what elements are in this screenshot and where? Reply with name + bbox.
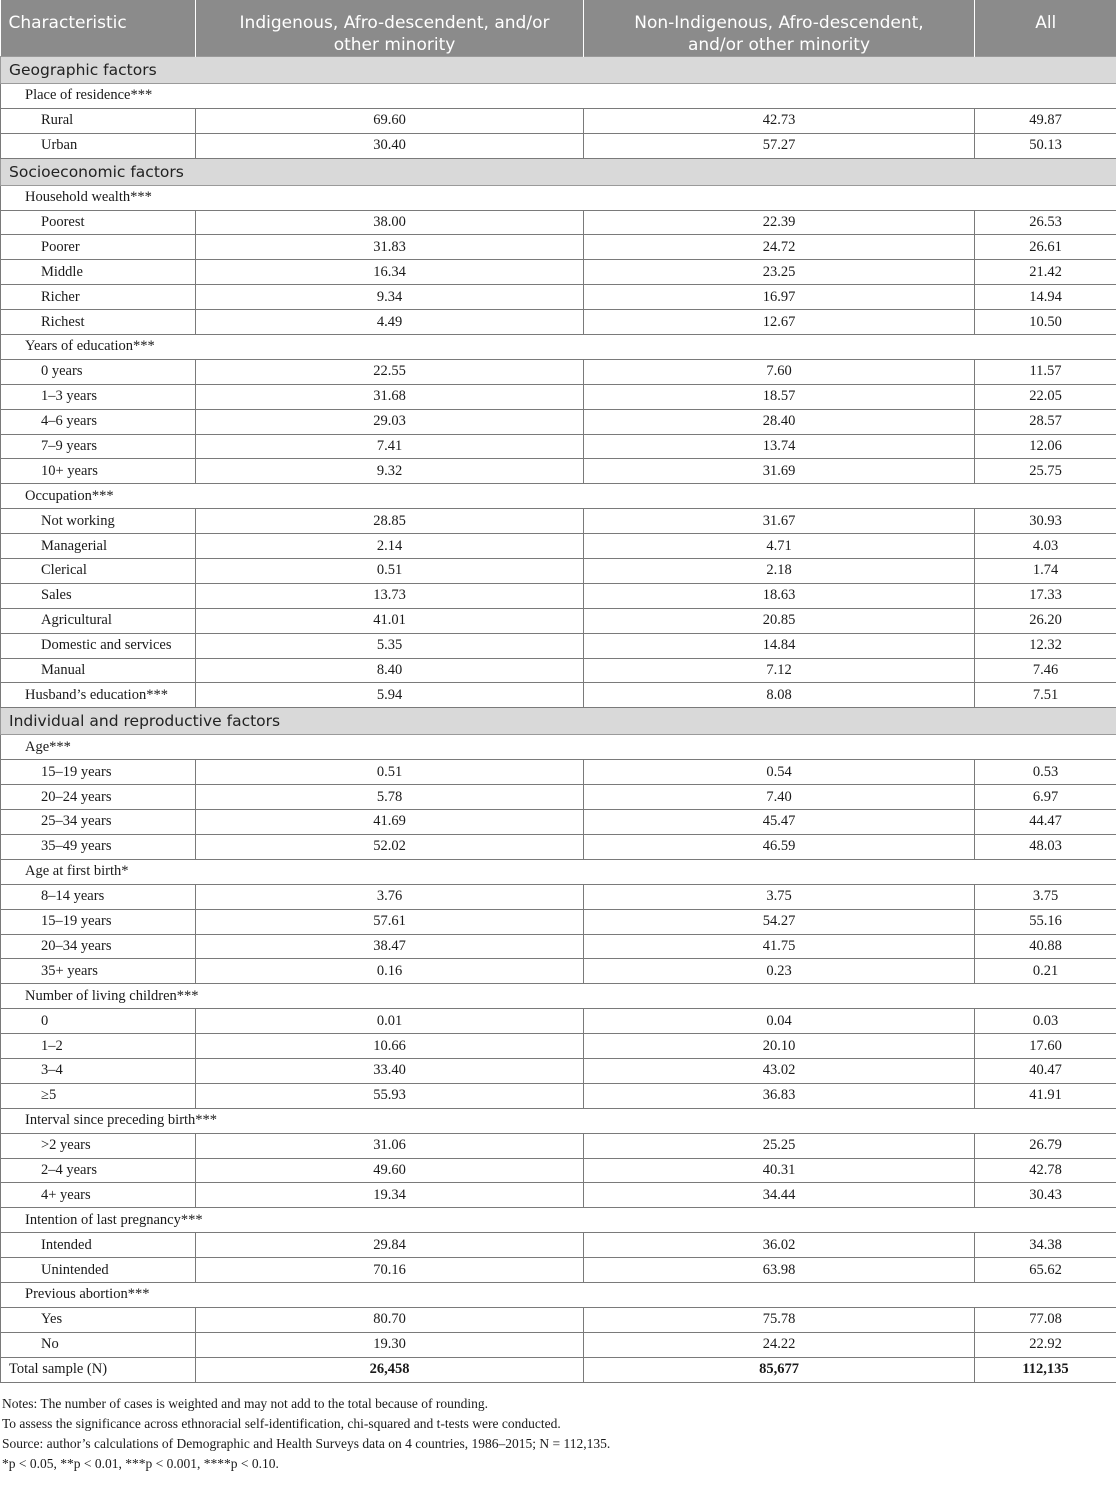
row-label: 15–19 years xyxy=(1,760,196,785)
cell-all: 30.43 xyxy=(975,1183,1116,1208)
table-row xyxy=(1,210,1116,235)
subgroup-header-row xyxy=(1,335,1116,360)
table-row xyxy=(1,108,1116,133)
row-label: 25–34 years xyxy=(1,810,196,835)
cell-group2: 25.25 xyxy=(584,1133,975,1158)
cell-group1: 5.94 xyxy=(196,683,584,708)
cell-group1: 31.68 xyxy=(196,384,584,409)
row-label: 1–3 years xyxy=(1,384,196,409)
table-row xyxy=(1,409,1116,434)
cell-all: 22.92 xyxy=(975,1332,1116,1357)
table-row xyxy=(1,608,1116,633)
cell-all: 26.20 xyxy=(975,608,1116,633)
cell-group1: 30.40 xyxy=(196,133,584,158)
cell-group2: 18.63 xyxy=(584,583,975,608)
cell-all: 17.60 xyxy=(975,1034,1116,1059)
subgroup-title: Place of residence*** xyxy=(1,84,1116,109)
subgroup-header-row xyxy=(1,984,1116,1009)
cell-group1: 10.66 xyxy=(196,1034,584,1059)
cell-group1: 3.76 xyxy=(196,884,584,909)
table-row xyxy=(1,1009,1116,1034)
cell-all: 7.51 xyxy=(975,683,1116,708)
table-row xyxy=(1,934,1116,959)
header-all: All xyxy=(975,0,1116,57)
table-row xyxy=(1,1083,1116,1108)
subgroup-title: Number of living children*** xyxy=(1,984,1116,1009)
cell-all: 25.75 xyxy=(975,459,1116,484)
cell-group2: 31.69 xyxy=(584,459,975,484)
note-line: *p < 0.05, **p < 0.01, ***p < 0.001, ****p < 0.10. xyxy=(2,1455,279,1471)
section-header-row xyxy=(1,158,1116,185)
cell-group2: 54.27 xyxy=(584,909,975,934)
table-row xyxy=(1,1332,1116,1357)
cell-group2: 0.23 xyxy=(584,959,975,984)
cell-group2: 75.78 xyxy=(584,1307,975,1332)
table-row xyxy=(1,285,1116,310)
cell-group2: 16.97 xyxy=(584,285,975,310)
cell-group2: 43.02 xyxy=(584,1058,975,1083)
cell-group1: 13.73 xyxy=(196,583,584,608)
cell-group1: 19.30 xyxy=(196,1332,584,1357)
cell-group1: 19.34 xyxy=(196,1183,584,1208)
cell-all: 1.74 xyxy=(975,559,1116,584)
cell-all: 0.21 xyxy=(975,959,1116,984)
cell-group1: 31.06 xyxy=(196,1133,584,1158)
cell-group1: 38.00 xyxy=(196,210,584,235)
cell-group1: 4.49 xyxy=(196,310,584,335)
cell-all: 11.57 xyxy=(975,359,1116,384)
subgroup-title: Age*** xyxy=(1,735,1116,760)
cell-group2: 24.72 xyxy=(584,235,975,260)
row-label: Agricultural xyxy=(1,608,196,633)
cell-group1: 49.60 xyxy=(196,1158,584,1183)
table-row xyxy=(1,359,1116,384)
note-line: Source: author’s calculations of Demographic and Health Surveys data on 4 countries, 1986–2015; N = 112,135. xyxy=(2,1435,611,1451)
cell-group2: 24.22 xyxy=(584,1332,975,1357)
table-row xyxy=(1,559,1116,584)
subgroup-header-row xyxy=(1,84,1116,109)
row-label: 20–24 years xyxy=(1,785,196,810)
cell-all: 14.94 xyxy=(975,285,1116,310)
header-group2: Non-Indigenous, Afro-descendent, and/or other minority xyxy=(584,0,975,57)
table-row xyxy=(1,909,1116,934)
row-label: Poorest xyxy=(1,210,196,235)
cell-group2: 20.85 xyxy=(584,608,975,633)
row-label: 35+ years xyxy=(1,959,196,984)
cell-all: 7.46 xyxy=(975,658,1116,683)
cell-group1: 22.55 xyxy=(196,359,584,384)
table-row xyxy=(1,633,1116,658)
cell-all: 42.78 xyxy=(975,1158,1116,1183)
cell-group2: 46.59 xyxy=(584,834,975,859)
cell-all: 0.53 xyxy=(975,760,1116,785)
cell-group1: 31.83 xyxy=(196,235,584,260)
subgroup-title: Intention of last pregnancy*** xyxy=(1,1208,1116,1233)
cell-group1: 26,458 xyxy=(196,1357,584,1382)
cell-all: 28.57 xyxy=(975,409,1116,434)
row-label: 7–9 years xyxy=(1,434,196,459)
table-row xyxy=(1,235,1116,260)
section-title: Socioeconomic factors xyxy=(1,158,1116,185)
cell-group1: 52.02 xyxy=(196,834,584,859)
cell-all: 26.79 xyxy=(975,1133,1116,1158)
cell-group2: 28.40 xyxy=(584,409,975,434)
cell-all: 26.61 xyxy=(975,235,1116,260)
table-row xyxy=(1,310,1116,335)
table-row xyxy=(1,509,1116,534)
row-label: Poorer xyxy=(1,235,196,260)
subgroup-header-row xyxy=(1,735,1116,760)
cell-group2: 8.08 xyxy=(584,683,975,708)
cell-group1: 0.51 xyxy=(196,559,584,584)
table-row xyxy=(1,459,1116,484)
cell-group2: 2.18 xyxy=(584,559,975,584)
cell-all: 40.88 xyxy=(975,934,1116,959)
cell-group2: 7.12 xyxy=(584,658,975,683)
cell-group1: 8.40 xyxy=(196,658,584,683)
cell-group2: 85,677 xyxy=(584,1357,975,1382)
row-label: Middle xyxy=(1,260,196,285)
table-row xyxy=(1,384,1116,409)
cell-group1: 33.40 xyxy=(196,1058,584,1083)
note-line: Notes: The number of cases is weighted and may not add to the total because of rounding. xyxy=(2,1395,488,1411)
cell-all: 10.50 xyxy=(975,310,1116,335)
subgroup-title: Years of education*** xyxy=(1,335,1116,360)
cell-group2: 22.39 xyxy=(584,210,975,235)
row-label: Domestic and services xyxy=(1,633,196,658)
cell-group2: 41.75 xyxy=(584,934,975,959)
cell-group1: 41.69 xyxy=(196,810,584,835)
subgroup-title: Interval since preceding birth*** xyxy=(1,1108,1116,1133)
total-row xyxy=(1,1357,1116,1382)
cell-group1: 9.34 xyxy=(196,285,584,310)
cell-group1: 69.60 xyxy=(196,108,584,133)
cell-all: 49.87 xyxy=(975,108,1116,133)
cell-group2: 40.31 xyxy=(584,1158,975,1183)
row-label: 0 years xyxy=(1,359,196,384)
cell-group2: 14.84 xyxy=(584,633,975,658)
cell-group2: 23.25 xyxy=(584,260,975,285)
cell-group1: 0.01 xyxy=(196,1009,584,1034)
cell-all: 40.47 xyxy=(975,1058,1116,1083)
table-row xyxy=(1,1133,1116,1158)
cell-group2: 31.67 xyxy=(584,509,975,534)
cell-all: 34.38 xyxy=(975,1233,1116,1258)
table-row xyxy=(1,683,1116,708)
cell-group2: 45.47 xyxy=(584,810,975,835)
cell-all: 0.03 xyxy=(975,1009,1116,1034)
cell-group1: 0.16 xyxy=(196,959,584,984)
table-row xyxy=(1,260,1116,285)
table-row xyxy=(1,884,1116,909)
cell-group2: 34.44 xyxy=(584,1183,975,1208)
row-label: 4–6 years xyxy=(1,409,196,434)
cell-group1: 5.78 xyxy=(196,785,584,810)
cell-all: 48.03 xyxy=(975,834,1116,859)
cell-group2: 7.40 xyxy=(584,785,975,810)
row-label: Richer xyxy=(1,285,196,310)
cell-group1: 2.14 xyxy=(196,534,584,559)
cell-group2: 18.57 xyxy=(584,384,975,409)
row-label: Not working xyxy=(1,509,196,534)
cell-all: 112,135 xyxy=(975,1357,1116,1382)
cell-all: 17.33 xyxy=(975,583,1116,608)
row-label: Clerical xyxy=(1,559,196,584)
subgroup-header-row xyxy=(1,1108,1116,1133)
table-row xyxy=(1,1058,1116,1083)
cell-all: 77.08 xyxy=(975,1307,1116,1332)
table-notes xyxy=(0,1383,1116,1474)
row-label: Manual xyxy=(1,658,196,683)
table-header-row xyxy=(1,0,1116,57)
table-row xyxy=(1,810,1116,835)
cell-group2: 4.71 xyxy=(584,534,975,559)
row-label: 0 xyxy=(1,1009,196,1034)
subgroup-title: Age at first birth* xyxy=(1,859,1116,884)
subgroup-title: Occupation*** xyxy=(1,484,1116,509)
row-label: 10+ years xyxy=(1,459,196,484)
cell-group1: 80.70 xyxy=(196,1307,584,1332)
cell-group1: 5.35 xyxy=(196,633,584,658)
subgroup-header-row xyxy=(1,185,1116,210)
cell-group2: 20.10 xyxy=(584,1034,975,1059)
section-header-row xyxy=(1,708,1116,735)
table-row xyxy=(1,834,1116,859)
cell-all: 65.62 xyxy=(975,1258,1116,1283)
row-label: Urban xyxy=(1,133,196,158)
subgroup-header-row xyxy=(1,1208,1116,1233)
subgroup-title: Household wealth*** xyxy=(1,185,1116,210)
row-label: 35–49 years xyxy=(1,834,196,859)
section-title: Individual and reproductive factors xyxy=(1,708,1116,735)
row-label: Sales xyxy=(1,583,196,608)
subgroup-header-row xyxy=(1,1282,1116,1307)
subgroup-header-row xyxy=(1,859,1116,884)
cell-all: 4.03 xyxy=(975,534,1116,559)
cell-group2: 0.54 xyxy=(584,760,975,785)
cell-group2: 12.67 xyxy=(584,310,975,335)
cell-group1: 9.32 xyxy=(196,459,584,484)
cell-all: 30.93 xyxy=(975,509,1116,534)
cell-group2: 36.02 xyxy=(584,1233,975,1258)
table-row xyxy=(1,959,1116,984)
row-label: Richest xyxy=(1,310,196,335)
cell-group2: 3.75 xyxy=(584,884,975,909)
cell-all: 3.75 xyxy=(975,884,1116,909)
cell-group1: 28.85 xyxy=(196,509,584,534)
row-label: 15–19 years xyxy=(1,909,196,934)
cell-group2: 36.83 xyxy=(584,1083,975,1108)
row-label: Managerial xyxy=(1,534,196,559)
row-label: Husband’s education*** xyxy=(1,683,196,708)
table-row xyxy=(1,534,1116,559)
row-label: Yes xyxy=(1,1307,196,1332)
header-group1: Indigenous, Afro-descendent, and/or other minority xyxy=(196,0,584,57)
cell-group1: 29.03 xyxy=(196,409,584,434)
cell-all: 22.05 xyxy=(975,384,1116,409)
cell-group2: 57.27 xyxy=(584,133,975,158)
cell-group2: 42.73 xyxy=(584,108,975,133)
row-label: 3–4 xyxy=(1,1058,196,1083)
cell-all: 6.97 xyxy=(975,785,1116,810)
cell-all: 55.16 xyxy=(975,909,1116,934)
subgroup-header-row xyxy=(1,484,1116,509)
cell-group1: 41.01 xyxy=(196,608,584,633)
cell-group1: 70.16 xyxy=(196,1258,584,1283)
table-row xyxy=(1,658,1116,683)
cell-all: 44.47 xyxy=(975,810,1116,835)
note-line: To assess the significance across ethnoracial self-identification, chi-squared and t-tests were conducted. xyxy=(2,1415,561,1431)
table-row xyxy=(1,583,1116,608)
table-row xyxy=(1,785,1116,810)
cell-all: 21.42 xyxy=(975,260,1116,285)
cell-group2: 0.04 xyxy=(584,1009,975,1034)
cell-group2: 7.60 xyxy=(584,359,975,384)
cell-all: 26.53 xyxy=(975,210,1116,235)
section-title: Geographic factors xyxy=(1,57,1116,84)
cell-group1: 57.61 xyxy=(196,909,584,934)
cell-group1: 55.93 xyxy=(196,1083,584,1108)
section-header-row xyxy=(1,57,1116,84)
subgroup-title: Previous abortion*** xyxy=(1,1282,1116,1307)
cell-group2: 63.98 xyxy=(584,1258,975,1283)
table-row xyxy=(1,1034,1116,1059)
row-label: Unintended xyxy=(1,1258,196,1283)
cell-all: 50.13 xyxy=(975,133,1116,158)
cell-all: 41.91 xyxy=(975,1083,1116,1108)
cell-group1: 0.51 xyxy=(196,760,584,785)
cell-group1: 16.34 xyxy=(196,260,584,285)
header-characteristic: Characteristic xyxy=(1,0,196,57)
table-row xyxy=(1,1258,1116,1283)
row-label: >2 years xyxy=(1,1133,196,1158)
cell-group1: 29.84 xyxy=(196,1233,584,1258)
row-label: 20–34 years xyxy=(1,934,196,959)
table-row xyxy=(1,760,1116,785)
cell-group1: 38.47 xyxy=(196,934,584,959)
cell-group1: 7.41 xyxy=(196,434,584,459)
row-label: 2–4 years xyxy=(1,1158,196,1183)
table-row xyxy=(1,1233,1116,1258)
row-label: ≥5 xyxy=(1,1083,196,1108)
table-row xyxy=(1,434,1116,459)
cell-group2: 13.74 xyxy=(584,434,975,459)
table-row xyxy=(1,1158,1116,1183)
cell-all: 12.32 xyxy=(975,633,1116,658)
row-label: Intended xyxy=(1,1233,196,1258)
table-row xyxy=(1,1307,1116,1332)
row-label: 4+ years xyxy=(1,1183,196,1208)
row-label: 8–14 years xyxy=(1,884,196,909)
row-label: Rural xyxy=(1,108,196,133)
table-row xyxy=(1,1183,1116,1208)
table-row xyxy=(1,133,1116,158)
row-label: 1–2 xyxy=(1,1034,196,1059)
row-label: No xyxy=(1,1332,196,1357)
row-label: Total sample (N) xyxy=(1,1357,196,1382)
cell-all: 12.06 xyxy=(975,434,1116,459)
